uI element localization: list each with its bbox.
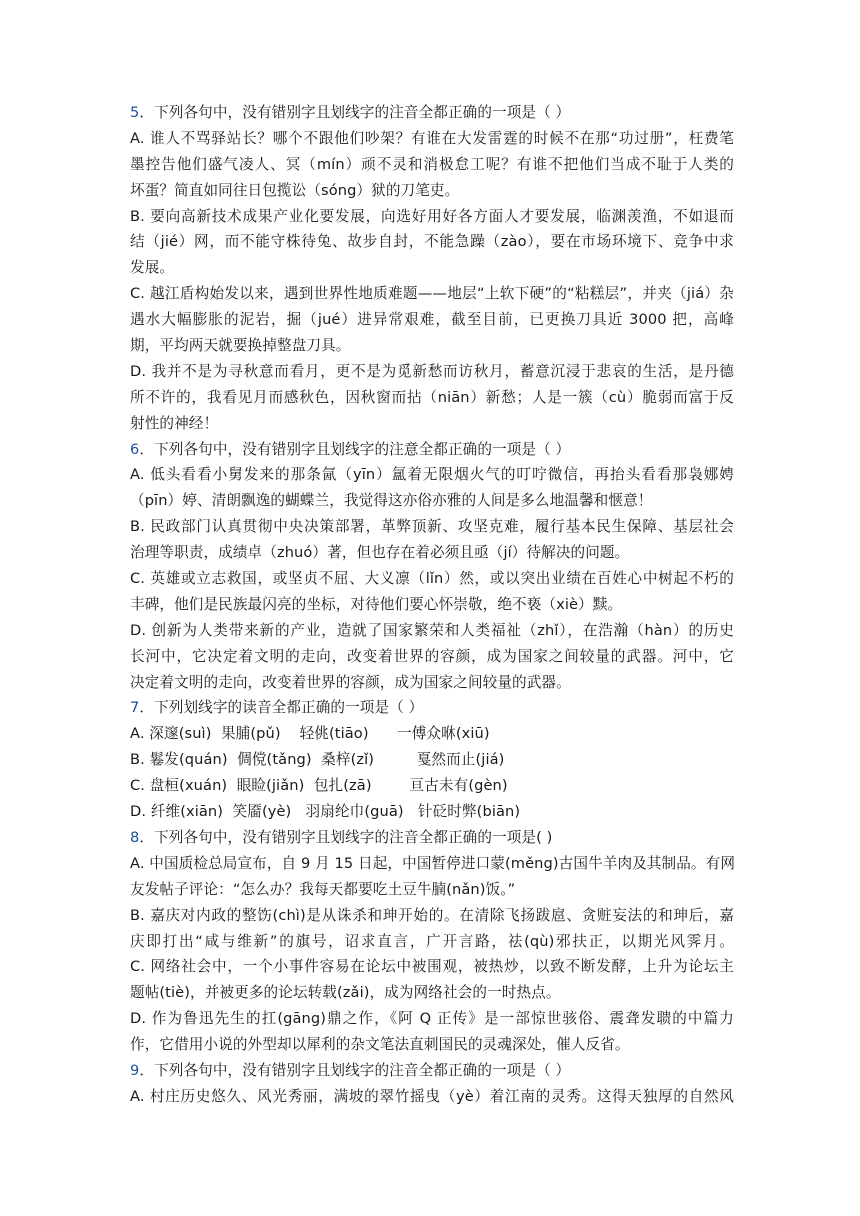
question-number: 5 xyxy=(130,104,140,121)
text-line: 坏蛋？简直如同往日包揽讼（sóng）狱的刀笔吏。 xyxy=(130,181,460,199)
text-line: 发展。 xyxy=(130,259,175,277)
text-line: C. 英雄或立志救国，或坚贞不屈、大义凛（lǐn）然，或以突出业绩在百姓心中树起不朽的 xyxy=(130,570,734,588)
text-line: C. 越江盾构始发以来，遇到世界性地质难题——地层“上软下硬”的“粘糕层”，并夹（jiá）杂 xyxy=(130,285,734,303)
text-line: A. 中国质检总局宣布，自 9 月 15 日起，中国暂停进口蒙(měng)古国牛羊肉及其制品。有网 xyxy=(130,854,736,872)
option-line: A. 深邃(suì) 果脯(pǔ) 轻佻(tiāo) 一傅众咻(xiū) xyxy=(130,725,490,743)
text-line: A. 低头看看小舅发来的那条氤（yīn）氲着无限烟火气的叮咛微信，再抬头看看那袅娜娉 xyxy=(130,466,734,484)
text-line: C. 网络社会中，一个小事件容易在论坛中被围观，被热炒，以致不断发酵，上升为论坛主 xyxy=(130,958,734,976)
text-line: 友发帖子评论：“怎么办？我每天都要吃土豆牛腩(nǎn)饭。” xyxy=(130,880,516,898)
text-line: A. 村庄历史悠久、风光秀丽，满坡的翠竹摇曳（yè）着江南的灵秀。这得天独厚的自然风 xyxy=(130,1087,734,1105)
option-line: C. 盘桓(xuán) 眼睑(jiǎn) 包扎(zā) 亘古未有(gèn) xyxy=(130,777,508,795)
question-number: 8 xyxy=(130,828,140,846)
text-line: 丰碑，他们是民族最闪亮的坐标，对待他们要心怀崇敬，绝不亵（xiè）黩。 xyxy=(130,595,623,613)
question-7 xyxy=(130,695,734,824)
question-stem: 7．下列划线字的读音全都正确的一项是（ ） xyxy=(130,699,424,717)
option-line: D. 纤维(xiān) 笑靥(yè) 羽扇纶巾(guā) 针砭时弊(biān) xyxy=(130,803,521,821)
text-line: 射性的神经！ xyxy=(130,414,219,432)
text-line: D. 作为鲁迅先生的扛(gāng)鼎之作，《阿 Q 正传》是一部惊世骇俗、震聋发聩的中篇力 xyxy=(130,1010,734,1028)
text-line: 墨控告他们盛气凌人、冥（mín）顽不灵和消极怠工呢？有谁不把他们当成不耻于人类的 xyxy=(130,155,734,173)
text-line: 期，平均两天就要换掉整盘刀具。 xyxy=(130,337,351,355)
text-line: 作，它借用小说的外型却以犀利的杂文笔法直刺国民的灵魂深处，催人反省。 xyxy=(130,1036,630,1054)
text-line: B. 民政部门认真贯彻中央决策部署，革弊顶新、攻坚克难，履行基本民生保障、基层社会 xyxy=(130,518,734,536)
question-6 xyxy=(130,437,734,696)
text-line: （pīn）婷、清朗飘逸的蝴蝶兰，我觉得这亦俗亦雅的人间是多么地温馨和惬意！ xyxy=(130,492,653,510)
text-line: B. 嘉庆对内政的整饬(chì)是从诛杀和珅开始的。在清除飞扬跋扈、贪赃妄法的和珅后，嘉 xyxy=(130,906,734,924)
text-line: 庆即打出“咸与维新”的旗号，诏求直言，广开言路，祛(qù)邪扶正，以期光风霁月。 xyxy=(130,932,734,950)
text-line: 治理等职责，成绩卓（zhuó）著，但也存在着必须且亟（jí）待解决的问题。 xyxy=(130,544,630,562)
text-line: 决定着文明的走向，改变着世界的容颜，成为国家之间较量的武器。 xyxy=(130,673,571,691)
question-stem: 8．下列各句中，没有错别字且划线字的注音全都正确的一项是( ) xyxy=(130,828,553,846)
question-8 xyxy=(130,825,734,1058)
question-stem: 5．下列各句中，没有错别字且划线字的注音全都正确的一项是（ ） xyxy=(130,104,571,121)
text-line: 题帖(tiè)，并被更多的论坛转载(zǎi)，成为网络社会的一时热点。 xyxy=(130,984,561,1002)
question-number: 9 xyxy=(130,1061,140,1079)
text-line: D. 创新为人类带来新的产业，造就了国家繁荣和人类福祉（zhǐ），在浩瀚（hàn）的历史 xyxy=(130,621,734,639)
question-stem: 6．下列各句中，没有错别字且划线字的注意全都正确的一项是（ ） xyxy=(130,440,571,458)
text-line: A. 谁人不骂驿站长？哪个不跟他们吵架？有谁在大发雷霆的时候不在那“功过册”，枉费笔 xyxy=(130,129,734,147)
text-line: 所不许的，我看见月而感秋色，因秋窗而拈（niān）新愁；人是一簇（cù）脆弱而富于反 xyxy=(130,388,734,406)
option-line: B. 鬈发(quán) 倜傥(tǎng) 桑梓(zǐ) 戛然而止(jiá) xyxy=(130,751,505,769)
text-line: 遇水大幅膨胀的泥岩，掘（jué）进异常艰难，截至目前，已更换刀具近 3000 把，高峰 xyxy=(130,311,734,329)
question-5 xyxy=(130,100,734,437)
question-9 xyxy=(130,1058,734,1110)
text-line: 结（jié）网，而不能守株待兔、故步自封，不能急躁（zào），要在市场环境下、竞争中求 xyxy=(130,233,734,251)
text-line: D. 我并不是为寻秋意而看月，更不是为觅新愁而访秋月，蓄意沉浸于悲哀的生活，是丹德 xyxy=(130,362,734,380)
question-number: 6 xyxy=(130,440,140,458)
document-page xyxy=(130,100,734,1110)
question-stem: 9．下列各句中，没有错别字且划线字的注音全都正确的一项是（ ） xyxy=(130,1061,571,1079)
text-line: 长河中，它决定着文明的走向，改变着世界的容颜，成为国家之间较量的武器。河中，它 xyxy=(130,647,734,665)
question-number: 7 xyxy=(130,699,140,717)
text-line: B. 要向高新技术成果产业化要发展，向选好用好各方面人才要发展，临渊羡渔，不如退而 xyxy=(130,207,734,225)
